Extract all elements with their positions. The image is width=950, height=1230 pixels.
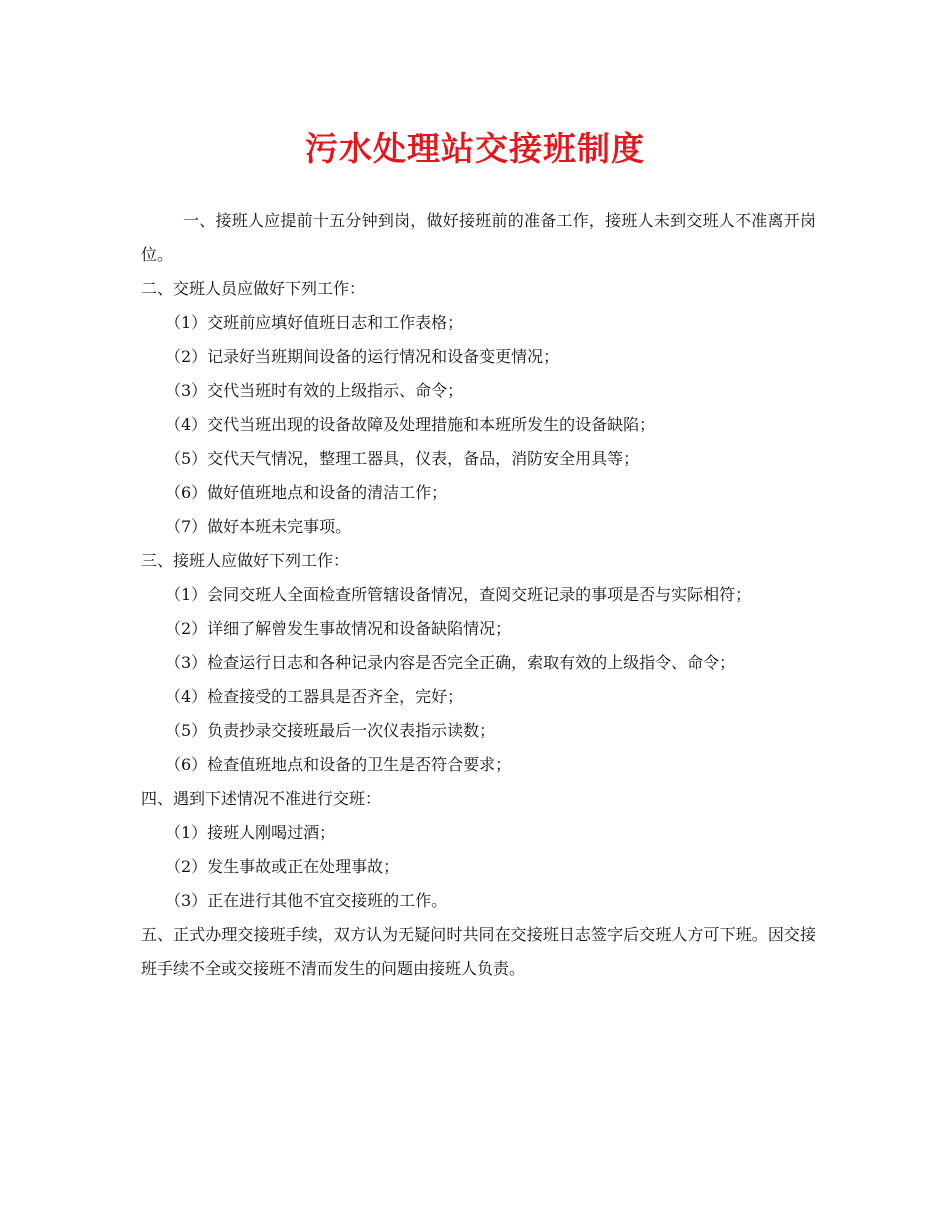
list-item: （1）会同交班人全面检查所管辖设备情况，查阅交班记录的事项是否与实际相符； [165, 585, 752, 604]
section-paragraph: 二、交班人员应做好下列工作： [141, 279, 366, 298]
list-item: （3）交代当班时有效的上级指示、命令； [165, 381, 464, 400]
section-paragraph: 一、接班人应提前十五分钟到岗，做好接班前的准备工作，接班人未到交班人不准离开岗位。 [141, 211, 816, 264]
document-title: 污水处理站交接班制度 [305, 129, 645, 168]
list-item: （4）检查接受的工器具是否齐全，完好； [165, 687, 464, 706]
section-paragraph: 四、遇到下述情况不准进行交班： [141, 789, 382, 808]
list-item: （5）负责抄录交接班最后一次仪表指示读数； [165, 721, 496, 740]
list-item: （2）记录好当班期间设备的运行情况和设备变更情况； [165, 347, 560, 366]
list-item: （1）交班前应填好值班日志和工作表格； [165, 313, 464, 332]
document-body [141, 204, 816, 986]
list-item: （5）交代天气情况，整理工器具，仪表，备品，消防安全用具等； [165, 449, 640, 468]
list-item: （3）检查运行日志和各种记录内容是否完全正确，索取有效的上级指令、命令； [165, 653, 736, 672]
section-paragraph: 三、接班人应做好下列工作： [141, 551, 350, 570]
section-paragraph: 五、正式办理交接班手续，双方认为无疑问时共同在交接班日志签字后交班人方可下班。因交接班手续不全或交接班不清而发生的问题由接班人负责。 [141, 925, 816, 978]
list-item: （1）接班人刚喝过酒； [165, 823, 336, 842]
list-item: （6）检查值班地点和设备的卫生是否符合要求； [165, 755, 512, 774]
list-item: （6）做好值班地点和设备的清洁工作； [165, 483, 448, 502]
list-item: （4）交代当班出现的设备故障及处理措施和本班所发生的设备缺陷； [165, 415, 656, 434]
list-item: （2）发生事故或正在处理事故； [165, 857, 400, 876]
list-item: （3）正在进行其他不宜交接班的工作。 [165, 891, 448, 910]
list-item: （7）做好本班未完事项。 [165, 517, 352, 536]
list-item: （2）详细了解曾发生事故情况和设备缺陷情况； [165, 619, 512, 638]
